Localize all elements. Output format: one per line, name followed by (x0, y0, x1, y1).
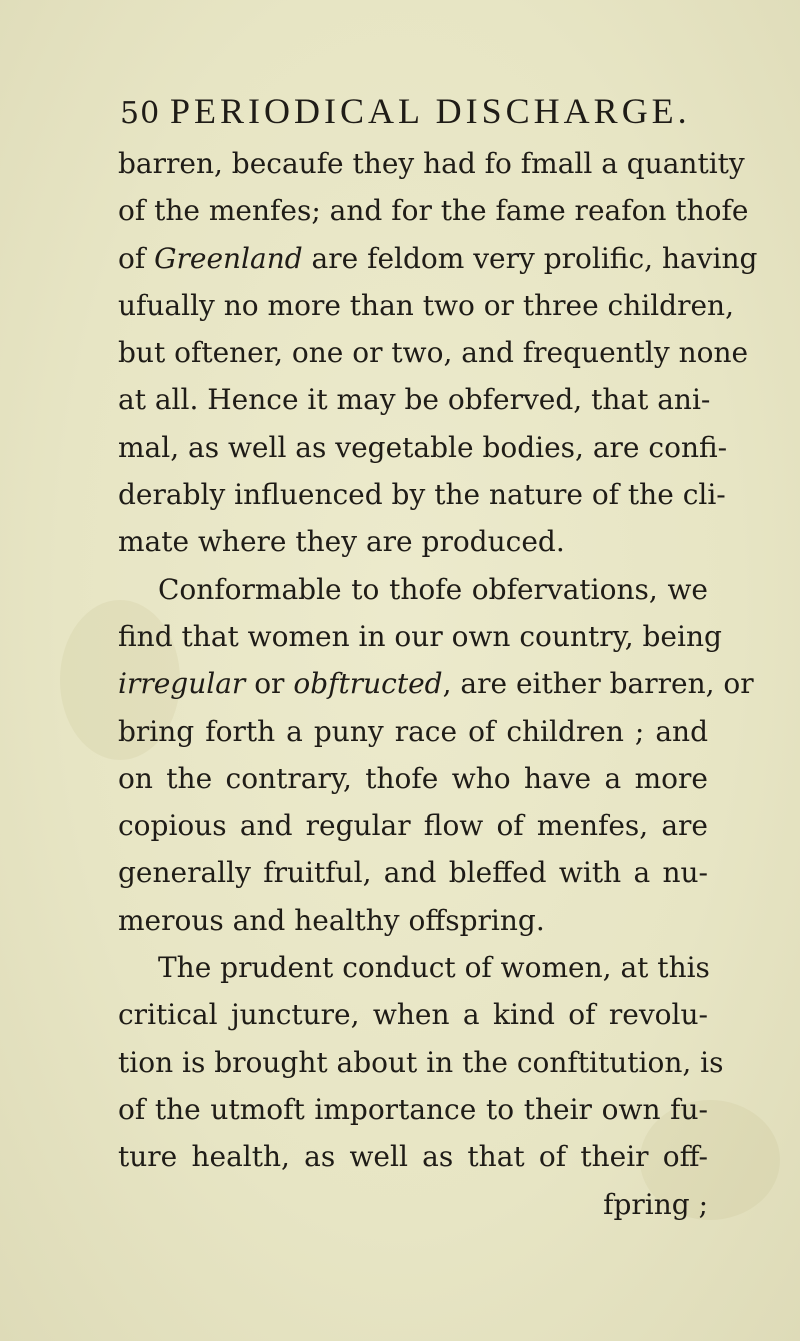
text-line: ufually no more than two or three children, (118, 288, 734, 322)
running-head: PERIODICAL DISCHARGE. (170, 91, 691, 131)
body-text (118, 140, 758, 1228)
text-line: of the menfes; and for the fame reafon thofe (118, 194, 749, 228)
text-line: at all. Hence it may be obferved, that ani- (118, 383, 711, 417)
text-line: mate where they are produced. (118, 525, 565, 559)
catchword-line: fpring ; (603, 1187, 708, 1221)
text-line: mal, as well as vegetable bodies, are confi- (118, 430, 728, 464)
page-number: 50 (120, 96, 161, 131)
text-line: copious and regular flow of menfes, are (118, 809, 708, 843)
paragraph-start-line: Conformable to thofe obfervations, we (158, 572, 708, 606)
italic-term: irregular (118, 667, 246, 701)
text-line: derably influenced by the nature of the cli- (118, 478, 726, 512)
text-line: critical juncture, when a kind of revolu- (118, 998, 708, 1032)
text-line: on the contrary, thofe who have a more (118, 761, 708, 795)
paragraph-start-line: The prudent conduct of women, at this (158, 951, 710, 985)
text-line: find that women in our own country, being (118, 619, 722, 653)
text-line: ture health, as well as that of their off- (118, 1140, 708, 1174)
italic-place-name: Greenland (154, 241, 303, 275)
text-line: generally fruitful, and bleffed with a nu- (118, 856, 708, 890)
text-line: tion is brought about in the conftitution, is (118, 1045, 724, 1079)
italic-term: obftructed (293, 667, 443, 701)
text-line: merous and healthy offspring. (118, 903, 545, 937)
text-line: irregular or obftructed, are either barren, or (118, 667, 754, 701)
page-header (120, 90, 720, 130)
text-line: barren, becaufe they had fo fmall a quantity (118, 147, 745, 180)
text-line: bring forth a puny race of children ; and (118, 714, 708, 748)
text-line: of the utmoft importance to their own fu- (118, 1092, 708, 1126)
text-line: of Greenland are feldom very prolific, having (118, 241, 758, 275)
text-line: but oftener, one or two, and frequently none (118, 336, 749, 370)
